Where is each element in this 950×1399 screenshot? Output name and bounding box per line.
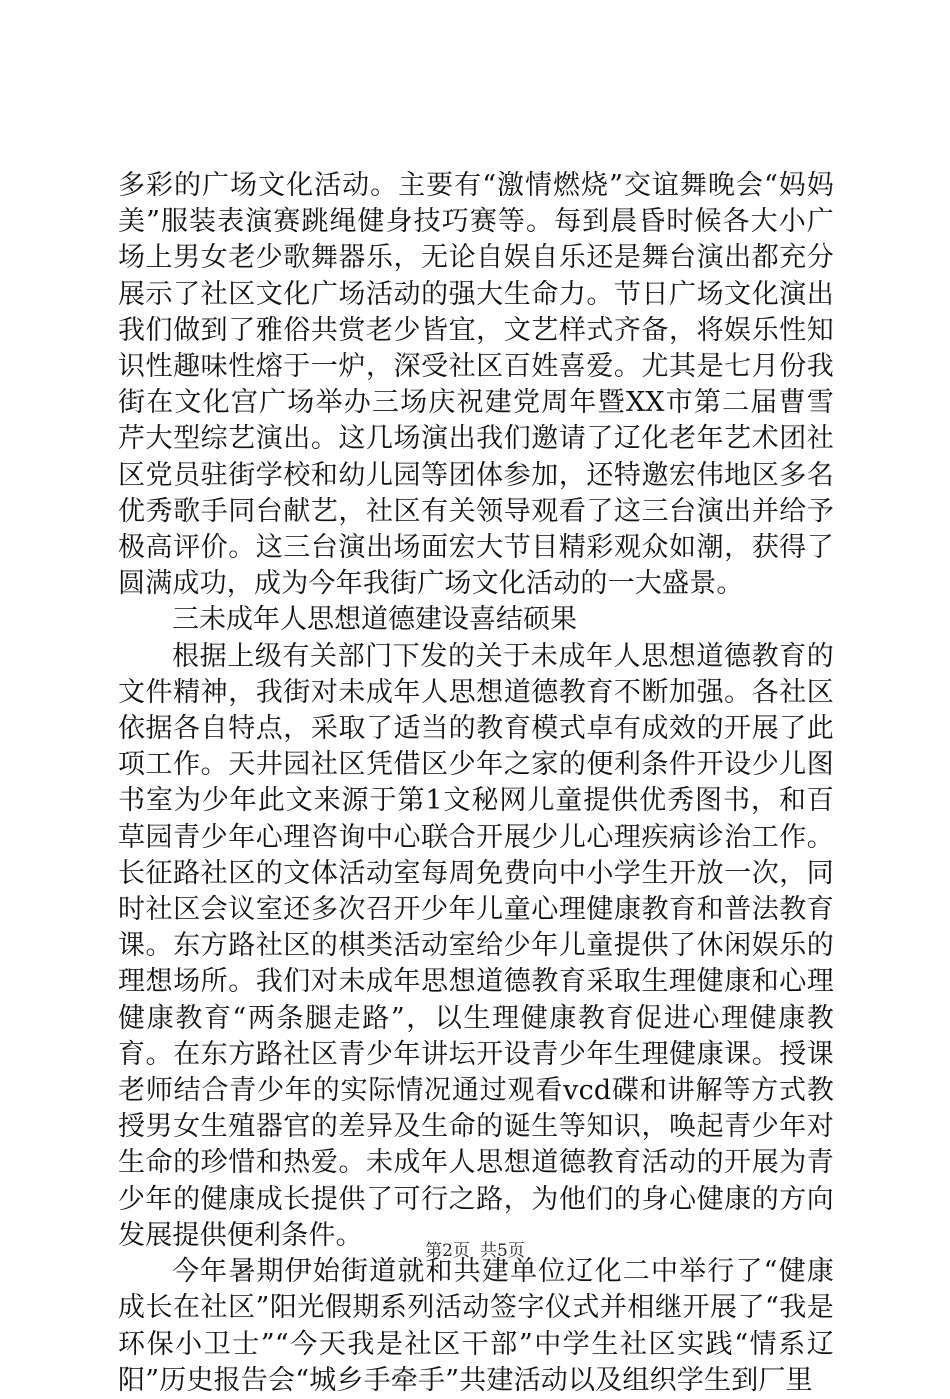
page-total: 共5页	[480, 1241, 525, 1261]
paragraph-summer-activities: 今年暑期伊始街道就和共建单位辽化二中举行了“健康成长在社区”阳光假期系列活动签字仪式并相继开展了“我是环保小卫士”“今天我是社区干部”中学生社区实践“情系辽阳”历史报告会“城乡手牵手”共建活动以及组织学生到厂里	[118, 1256, 834, 1396]
page-footer	[0, 1240, 950, 1262]
page-number: 第2页	[425, 1241, 470, 1261]
paragraph-minors-education: 根据上级有关部门下发的关于未成年人思想道德教育的文件精神，我街对未成年人思想道德教育不断加强。各社区依据各自特点，采取了适当的教育模式卓有成效的开展了此项工作。天井园社区凭借区少年之家的便利条件开设少儿图书室为少年此文来源于第1文秘网儿童提供优秀图书，和百草园青少年心理咨询中心联合开展少儿心理疾病诊治工作。长征路社区的文体活动室每周免费向中小学生开放一次，同时社区会议室还多次召开少年儿童心理健康教育和普法教育课。东方路社区的棋类活动室给少年儿童提供了休闲娱乐的理想场所。我们对未成年思想道德教育采取生理健康和心理健康教育“两条腿走路”，以生理健康教育促进心理健康教育。在东方路社区青少年讲坛开设青少年生理健康课。授课老师结合青少年的实际情况通过观看vcd碟和讲解等方式教授男女生殖器官的差异及生命的诞生等知识，唤起青少年对生命的珍惜和热爱。未成年人思想道德教育活动的开展为青少年的健康成长提供了可行之路，为他们的身心健康的方向发展提供便利条件。	[118, 640, 834, 1251]
document-body	[118, 168, 834, 1399]
section-heading-minors-moral-education: 三未成年人思想道德建设喜结硕果	[172, 604, 577, 636]
paragraph-square-culture: 多彩的广场文化活动。主要有“激情燃烧”交谊舞晚会“妈妈美”服装表演赛跳绳健身技巧赛等。每到晨昏时候各大小广场上男女老少歌舞器乐，无论自娱自乐还是舞台演出都充分展示了社区文化广场活动的强大生命力。节日广场文化演出我们做到了雅俗共赏老少皆宜，文艺样式齐备，将娱乐性知识性趣味性熔于一炉，深受社区百姓喜爱。尤其是七月份我街在文化宫广场举办三场庆祝建党周年暨XX市第二届曹雪芹大型综艺演出。这几场演出我们邀请了辽化老年艺术团社区党员驻街学校和幼儿园等团体参加，还特邀宏伟地区多名优秀歌手同台献艺，社区有关领导观看了这三台演出并给予极高评价。这三台演出场面宏大节目精彩观众如潮，获得了圆满成功，成为今年我街广场文化活动的一大盛景。	[118, 170, 834, 600]
